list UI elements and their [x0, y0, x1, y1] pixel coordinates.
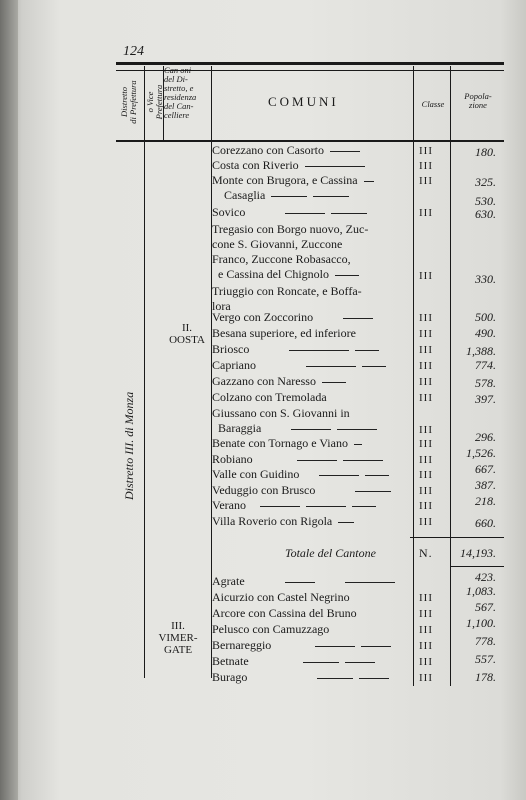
header-vice-prefettura: o Vice Prefettura — [145, 84, 164, 120]
header-comuni: COMUNI — [268, 94, 339, 109]
classe-cell: III — [419, 485, 433, 497]
pop-cell: 218. — [475, 494, 496, 508]
classe-cell: III — [419, 360, 433, 372]
header-popolazione: Popola- zione — [464, 91, 492, 110]
classe-cell: III — [419, 312, 433, 324]
total-rule-top — [410, 537, 504, 538]
comune-row: Capriano — [212, 358, 408, 373]
district-label: Distretto III. di Monza — [122, 391, 136, 500]
total-label: Totale del Cantone — [285, 546, 376, 560]
classe-cell: III — [419, 672, 433, 684]
pop-cell: 178. — [475, 670, 496, 684]
header-bottom-rule — [116, 140, 504, 142]
comune-row-multiline: Triuggio con Roncate, e Boffa- lora — [212, 284, 362, 313]
comune-row: Agrate — [212, 574, 408, 589]
classe-cell: III — [419, 424, 433, 436]
classe-cell: III — [419, 469, 433, 481]
pop-cell: 778. — [475, 634, 496, 648]
classe-cell: III — [419, 270, 433, 282]
comune-row: Veduggio con Brusco — [212, 483, 408, 498]
comune-row: Burago — [212, 670, 408, 685]
pop-cell: 387. — [475, 478, 496, 492]
header-classe: Classe — [421, 99, 445, 109]
pop-cell: 325. — [475, 175, 496, 189]
classe-cell: III — [419, 175, 433, 187]
col-divider-4 — [413, 66, 414, 686]
pop-cell: 1,526. — [466, 446, 496, 460]
classe-cell: III — [419, 516, 433, 528]
header-distretto: Distretto di Prefettura — [119, 80, 138, 124]
comune-row: Villa Roverio con Rigola — [212, 514, 408, 529]
pop-cell: 667. — [475, 462, 496, 476]
pop-cell: 774. — [475, 358, 496, 372]
pop-cell: 180. — [475, 145, 496, 159]
comune-row: Betnate — [212, 654, 408, 669]
pop-cell: 397. — [475, 392, 496, 406]
comune-row: Robiano — [212, 452, 408, 467]
total-class: N. — [419, 546, 433, 560]
classe-cell: III — [419, 656, 433, 668]
total-pop: 14,193. — [460, 546, 496, 560]
page-number: 124 — [123, 44, 144, 59]
classe-cell: III — [419, 592, 433, 604]
comune-row: Sovico — [212, 205, 408, 220]
pop-cell: 1,100. — [466, 616, 496, 630]
classe-cell: III — [419, 392, 433, 404]
classe-cell: III — [419, 438, 433, 450]
canton-iii: III. VIMER- GATE — [158, 620, 198, 656]
comune-row: Costa con Riverio — [212, 158, 408, 173]
comune-row: Bernareggio — [212, 638, 408, 653]
pop-cell: 660. — [475, 516, 496, 530]
pop-cell: 296. — [475, 430, 496, 444]
classe-cell: III — [419, 328, 433, 340]
comune-row: Pelusco con Camuzzago — [212, 622, 330, 636]
total-rule-bottom — [450, 566, 504, 567]
pop-cell: 490. — [475, 326, 496, 340]
col-divider-1 — [144, 66, 145, 678]
classe-cell: III — [419, 160, 433, 172]
pop-cell: 423. — [475, 570, 496, 584]
comune-row-multiline: Giussano con S. Giovanni in Baraggia — [212, 406, 408, 436]
pop-cell: 630. — [475, 207, 496, 221]
pop-cell: 530. — [475, 194, 496, 208]
canton-ii: II. OOSTA — [169, 322, 205, 346]
pop-cell: 557. — [475, 652, 496, 666]
comune-row: Benate con Tornago e Viano — [212, 436, 408, 451]
comune-row: Casaglia — [212, 188, 408, 203]
classe-cell: III — [419, 376, 433, 388]
comune-row: Verano — [212, 498, 408, 513]
comune-row: Arcore con Cassina del Bruno — [212, 606, 357, 620]
classe-cell: III — [419, 500, 433, 512]
pop-cell: 578. — [475, 376, 496, 390]
pop-cell: 330. — [475, 272, 496, 286]
pop-cell: 500. — [475, 310, 496, 324]
pop-cell: 1,083. — [466, 584, 496, 598]
comune-row: Briosco — [212, 342, 408, 357]
col-divider-5 — [450, 66, 451, 686]
comune-row: Gazzano con Naresso — [212, 374, 408, 389]
book-spine — [0, 0, 18, 800]
comune-row: Besana superiore, ed inferiore — [212, 326, 356, 340]
classe-cell: III — [419, 454, 433, 466]
comune-row: Colzano con Tremolada — [212, 390, 327, 404]
classe-cell: III — [419, 624, 433, 636]
pop-cell: 1,388. — [466, 344, 496, 358]
comune-row: Corezzano con Casorto — [212, 143, 408, 158]
classe-cell: III — [419, 145, 433, 157]
comune-row: Aicurzio con Castel Negrino — [212, 590, 350, 604]
comune-row: Monte con Brugora, e Cassina — [212, 173, 408, 188]
classe-cell: III — [419, 344, 433, 356]
header-cantoni: Can oni del Di- stretto, e residenza del Can- celliere — [164, 65, 197, 120]
classe-cell: III — [419, 640, 433, 652]
comune-row: Valle con Guidino — [212, 467, 408, 482]
classe-cell: III — [419, 608, 433, 620]
pop-cell: 567. — [475, 600, 496, 614]
comune-row: Vergo con Zoccorino — [212, 310, 408, 325]
classe-cell: III — [419, 207, 433, 219]
comune-row-multiline: Tregasio con Borgo nuovo, Zuc- cone S. Giovanni, Zuccone Franco, Zuccone Robasacco, e Cassina del Chignolo — [212, 222, 369, 281]
